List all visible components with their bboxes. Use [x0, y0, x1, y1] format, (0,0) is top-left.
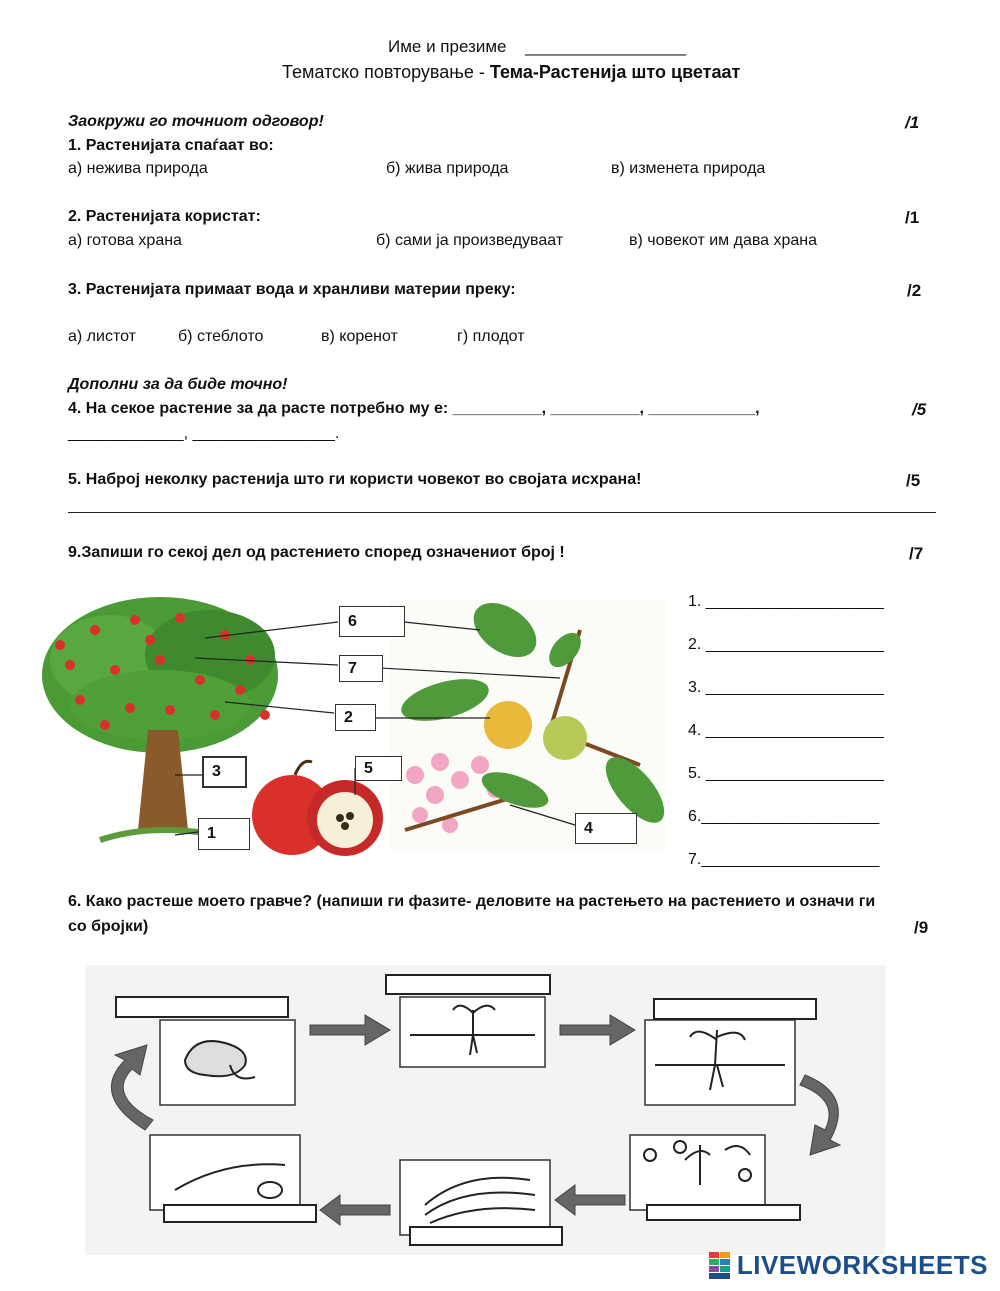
- label-box-6: 6: [339, 606, 405, 637]
- name-label: Име и презиме: [388, 37, 507, 56]
- subtitle-bold: Тема-Растенија што цветаат: [489, 62, 741, 82]
- instruction-complete: Дополни за да биде точно!: [68, 376, 288, 393]
- name-label-row: [388, 37, 686, 57]
- points-q3: /2: [907, 281, 922, 300]
- liveworksheets-logo-icon: [709, 1252, 731, 1280]
- stage-answer-box-1[interactable]: [115, 996, 289, 1018]
- label-box-4: 4: [575, 813, 637, 844]
- q3-question: 3. Растенијата примаат вода и хранливи материи преку:: [68, 281, 516, 298]
- points-q2: /1: [905, 208, 920, 227]
- stage-cell-pods: [400, 1160, 550, 1235]
- ripe-apple: [484, 701, 532, 749]
- q2-option-b[interactable]: б) сами ја произведуваат: [376, 232, 564, 249]
- points-q9: /7: [909, 544, 924, 563]
- stage-answer-box-6[interactable]: [163, 1204, 317, 1223]
- stage-answer-box-2[interactable]: [385, 974, 551, 995]
- points-q6: /9: [914, 918, 929, 937]
- q6-question-line2: со бројки): [68, 918, 149, 935]
- q2-option-c[interactable]: в) човекот им дава храна: [629, 232, 818, 249]
- stage-answer-box-5[interactable]: [409, 1226, 563, 1246]
- q6-question: 6. Како растеше моето гравче? (напиши ги фазите- деловите на растењето на растението и означи ги: [68, 893, 876, 910]
- q5-question: 5. Наброј неколку растенија што ги користи човекот во својата исхрана!: [68, 471, 642, 488]
- q4-answer-line[interactable]: _____________, ________________.: [68, 425, 340, 442]
- stage-answer-box-4[interactable]: [646, 1204, 801, 1221]
- q9-question: 9.Запиши го секој дел од растението според означениот број !: [68, 544, 565, 561]
- q4-question[interactable]: 4. На секое растение за да расте потребно му е: __________, __________, ____________,: [68, 400, 760, 417]
- q3-option-d[interactable]: г) плодот: [457, 328, 525, 345]
- q1-question: 1. Растенијата спаѓаат во:: [68, 137, 274, 154]
- subtitle-regular: Тематско повторување -: [282, 62, 490, 82]
- green-apple: [543, 716, 587, 760]
- label-box-1: 1: [198, 818, 250, 850]
- label-box-5: 5: [355, 756, 402, 781]
- q9-answer-2[interactable]: 2. ____________________: [688, 636, 884, 653]
- stage-cell-seeds-out: [150, 1135, 300, 1210]
- q9-answer-4[interactable]: 4. ____________________: [688, 722, 884, 739]
- name-field-line[interactable]: _________________: [525, 37, 686, 56]
- q9-answer-5[interactable]: 5. ____________________: [688, 765, 884, 782]
- page-title: [282, 62, 740, 83]
- q3-option-b[interactable]: б) стеблото: [178, 328, 264, 345]
- label-box-2: 2: [335, 704, 376, 731]
- liveworksheets-logo: [709, 1250, 988, 1281]
- stage-answer-box-3[interactable]: [653, 998, 817, 1020]
- points-q5: /5: [906, 471, 921, 490]
- tree-crown: [42, 597, 278, 753]
- label-box-3: 3: [202, 756, 247, 788]
- label-box-7: 7: [339, 655, 383, 682]
- q9-answer-1[interactable]: 1. ____________________: [688, 593, 884, 610]
- q1-option-c[interactable]: в) изменета природа: [611, 160, 766, 177]
- stage-cell-seedling: [645, 1020, 795, 1105]
- q2-question: 2. Растенијата користат:: [68, 208, 261, 225]
- q9-answer-6[interactable]: 6.____________________: [688, 808, 880, 825]
- logo-text: LIVEWORKSHEETS: [736, 1250, 988, 1280]
- q1-option-a[interactable]: а) нежива природа: [68, 160, 208, 177]
- points-q1: /1: [905, 113, 920, 132]
- points-q4: /5: [912, 400, 927, 419]
- q2-option-a[interactable]: а) готова храна: [68, 232, 182, 249]
- stage-cell-flowering: [630, 1135, 765, 1210]
- q9-answer-7[interactable]: 7.____________________: [688, 851, 880, 868]
- q5-answer-line[interactable]: [68, 512, 936, 513]
- q3-option-a[interactable]: а) листот: [68, 328, 136, 345]
- q1-option-b[interactable]: б) жива природа: [386, 160, 509, 177]
- instruction-circle: Заокружи го точниот одговор!: [68, 113, 324, 130]
- q9-answer-3[interactable]: 3. ____________________: [688, 679, 884, 696]
- q3-option-c[interactable]: в) коренот: [321, 328, 398, 345]
